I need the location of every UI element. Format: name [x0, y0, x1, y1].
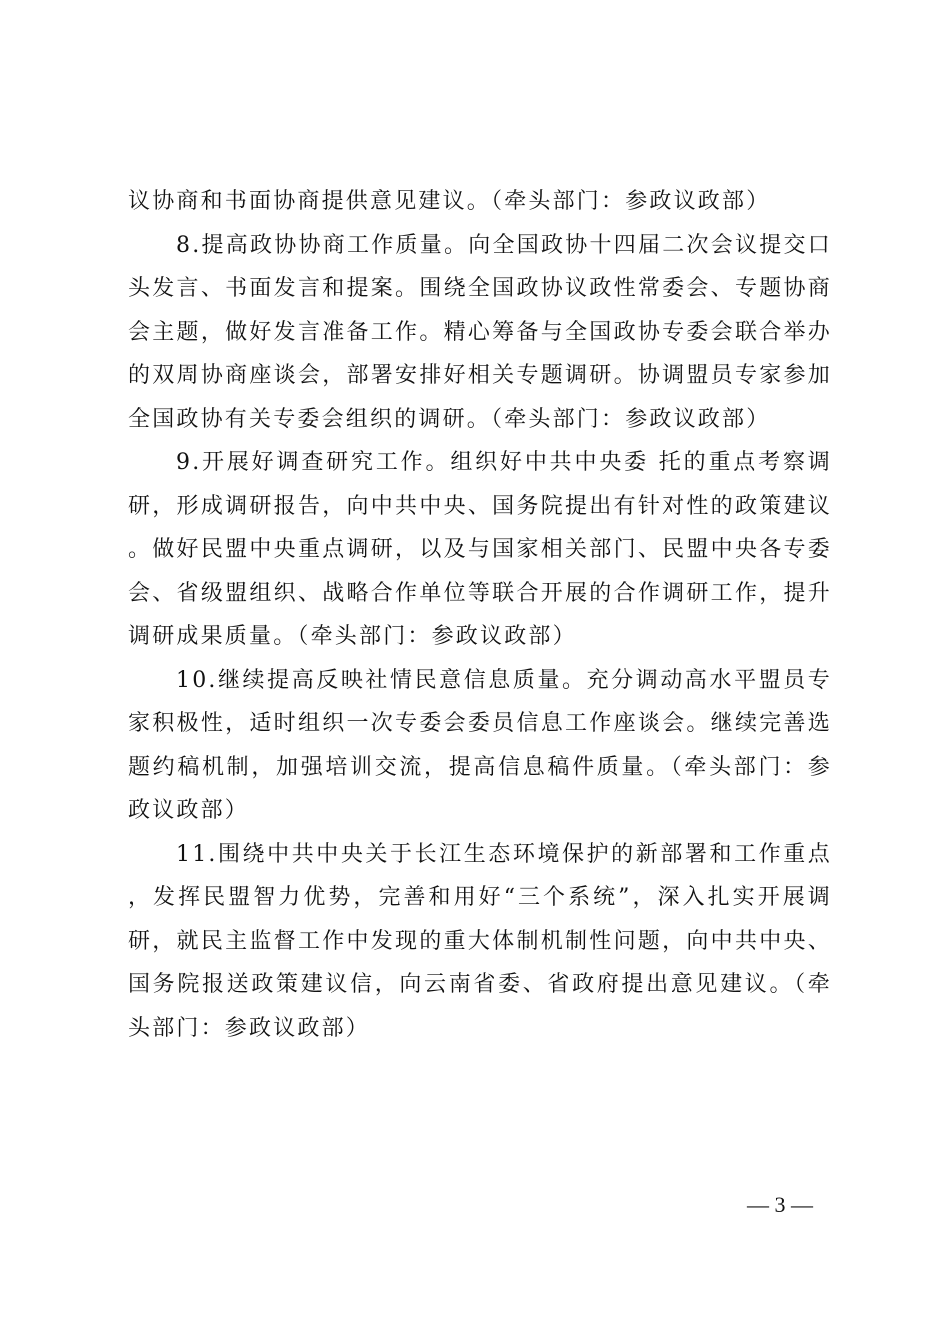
paragraph-continuation: 议协商和书面协商提供意见建议。（牵头部门：参政议政部） [128, 189, 771, 214]
paragraph-item-8: 8.提高政协协商工作质量。向全国政协十四届二次会议提交口头发言、书面发言和提案。围绕全国政协议政性常委会、专题协商会主题，做好发言准备工作。精心筹备与全国政协专委会联合举办的双周协商座谈会，部署安排好相关专题调研。协调盟员专家参加全国政协有关专委会组织的调研。（牵头部门：参政议政部） [128, 232, 832, 432]
paragraph-item-9: 9.开展好调查研究工作。组织好中共中央委 托的重点考察调研，形成调研报告，向中共中央、国务院提出有针对性的政策建议。做好民盟中央重点调研，以及与国家相关部门、民盟中央各专委会、省级盟组织、战略合作单位等联合开展的合作调研工作，提升调研成果质量。（牵头部门：参政议政部） [128, 450, 832, 649]
document-body [128, 180, 832, 1050]
paragraph-item-10: 10.继续提高反映社情民意信息质量。充分调动高水平盟员专家积极性，适时组织一次专委会委员信息工作座谈会。继续完善选题约稿机制，加强培训交流，提高信息稿件质量。（牵头部门：参政议政部） [128, 667, 832, 823]
page-number: — 3 — [747, 1192, 813, 1217]
paragraph-item-11: 11.围绕中共中央关于长江生态环境保护的新部署和工作重点，发挥民盟智力优势，完善和用好“三个系统”，深入扎实开展调研，就民主监督工作中发现的重大体制机制性问题，向中共中央、国务院报送政策建议信，向云南省委、省政府提出意见建议。（牵头部门：参政议政部） [128, 841, 832, 1041]
